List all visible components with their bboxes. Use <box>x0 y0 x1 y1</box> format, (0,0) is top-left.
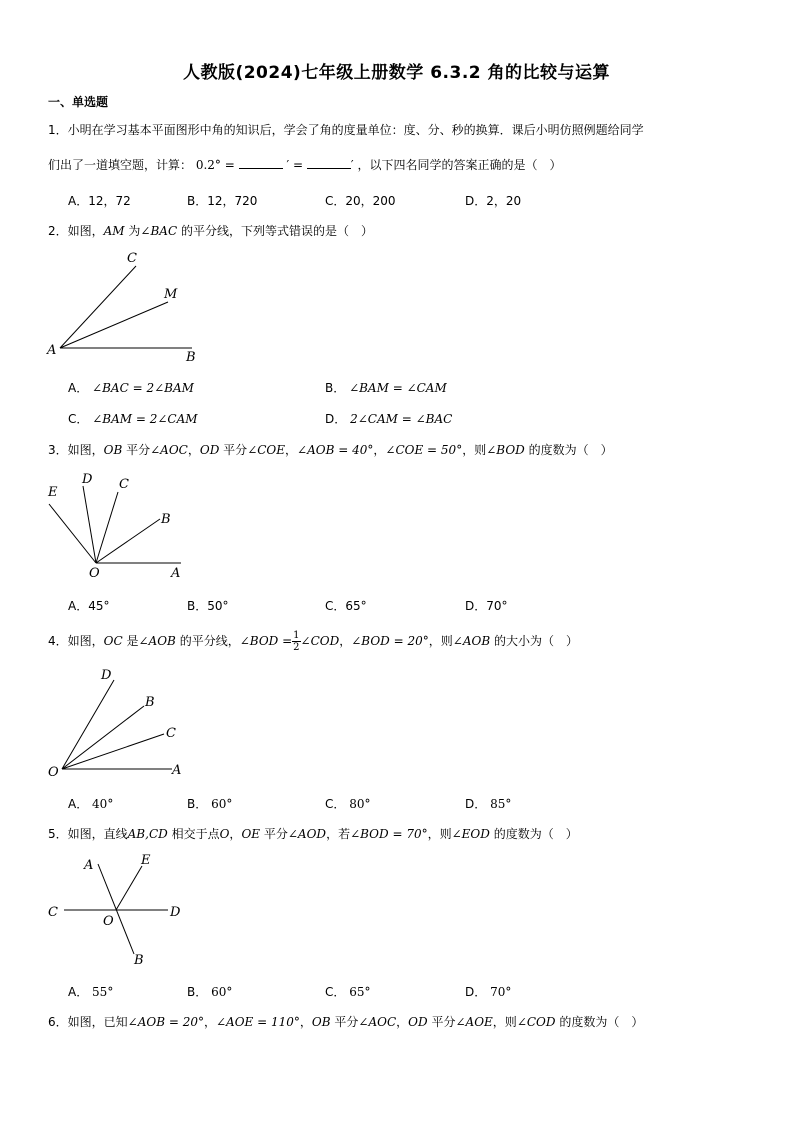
q3-ray-oc <box>96 492 118 563</box>
q2-stem <box>48 222 373 239</box>
q5-figure <box>44 850 194 970</box>
q2-option-d: D． 2∠CAM = ∠BAC <box>325 412 453 426</box>
q4-option-a: A． 40° <box>68 797 114 811</box>
q6-stem: 6．如图，已知∠AOB = 20°，∠AOE = 110°，OB 平分∠AOC，OD 平分∠AOE，则∠COD 的度数为（ ） <box>48 1015 644 1029</box>
q2-label-a: A <box>47 343 57 358</box>
q3-stem: 3．如图，OB 平分∠AOC，OD 平分∠COE，∠AOB = 40°，∠COE = 50°，则∠BOD 的度数为（ ） <box>48 443 613 457</box>
section-heading: 一、单选题 <box>48 95 109 109</box>
page-title: 人教版(2024)七年级上册数学 6.3.2 角的比较与运算 <box>182 63 611 83</box>
q2-am: AM <box>103 224 125 238</box>
q5-option-a: A． 55° <box>68 985 114 999</box>
q4-ray-ob <box>62 706 144 769</box>
q2-option-a: A． ∠BAC = 2∠BAM <box>68 381 194 395</box>
q3-label-c: C <box>119 477 129 492</box>
q1-option-c: C．20，200 <box>325 194 396 208</box>
q1-line2-suffix: ，以下四名同学的答案正确的是（ ） <box>357 158 562 172</box>
q1-line2-prefix: 们出了一道填空题，计算： <box>48 158 193 172</box>
q1-line1: 1．小明在学习基本平面图形中角的知识后，学会了角的度量单位：度、分、秒的换算．课后小明仿照例题给同学 <box>48 123 644 137</box>
q5-option-b: B． 60° <box>187 985 233 999</box>
q3-option-b: B．50° <box>187 599 229 613</box>
q4-option-d: D． 85° <box>465 797 512 811</box>
q4-label-o: O <box>48 765 59 780</box>
q2-option-b: B． ∠BAM = ∠CAM <box>325 381 447 395</box>
q5-stem: 5．如图，直线AB,CD 相交于点O，OE 平分∠AOD，若∠BOD = 70°，则∠EOD 的度数为（ ） <box>48 827 578 841</box>
q5-label-b: B <box>134 953 144 968</box>
q1-option-d: D．2，20 <box>465 194 522 208</box>
q4-ray-oc <box>62 734 164 769</box>
q1-option-a: A．12，72 <box>68 194 131 208</box>
q3-label-o: O <box>89 566 100 581</box>
q4-label-a: A <box>172 763 182 778</box>
q1-eq2: ′ <box>350 158 354 172</box>
q2-label-c: C <box>127 251 137 266</box>
q4-stem: 4．如图，OC 是∠AOB 的平分线，∠BOD = $\frac{1}{2}$ ∠COD，∠BOD = 20°，则∠AOB 的大小为（ ） <box>48 630 578 653</box>
q2-label-b: B <box>186 350 196 365</box>
q1-blank-2 <box>307 157 351 169</box>
q4-fraction: $\frac{1}{2}$ <box>293 630 300 653</box>
q1-line2 <box>48 156 561 173</box>
q5-label-c: C <box>48 905 58 920</box>
q2-stem-suffix: 的平分线，下列等式错误的是（ ） <box>177 224 373 238</box>
q3-ray-oe <box>49 504 96 563</box>
q3-option-a: A．45° <box>68 599 110 613</box>
q4-option-b: B． 60° <box>187 797 233 811</box>
q2-ray-ac <box>60 266 136 348</box>
q5-label-e: E <box>141 853 151 868</box>
q4-figure <box>44 664 194 784</box>
q2-option-c: C． ∠BAM = 2∠CAM <box>68 412 198 426</box>
q2-stem-prefix: 2．如图， <box>48 224 104 238</box>
q4-option-c: C． 80° <box>325 797 371 811</box>
q5-option-c: C． 65° <box>325 985 371 999</box>
q1-option-b: B．12，720 <box>187 194 258 208</box>
q5-label-o: O <box>103 914 114 929</box>
q5-label-a: A <box>84 858 94 873</box>
q1-blank-1 <box>239 157 283 169</box>
q3-ray-od <box>83 486 96 563</box>
q5-label-d: D <box>170 905 181 920</box>
q2-stem-mid: 为 <box>124 224 141 238</box>
q3-ray-ob <box>96 519 160 563</box>
q3-label-e: E <box>48 485 58 500</box>
q1-expr-start: 0.2° = <box>195 158 235 172</box>
q4-label-d: D <box>101 668 112 683</box>
q3-label-a: A <box>171 566 181 581</box>
q3-option-d: D．70° <box>465 599 508 613</box>
q3-label-d: D <box>82 472 93 487</box>
q2-angle: ∠BAC <box>140 224 178 238</box>
q2-label-m: M <box>164 287 178 302</box>
q3-label-b: B <box>161 512 171 527</box>
q3-option-c: C．65° <box>325 599 367 613</box>
q4-label-c: C <box>166 726 176 741</box>
q5-line-ab <box>98 864 134 954</box>
q2-ray-am <box>60 302 168 348</box>
q5-option-d: D． 70° <box>465 985 512 999</box>
q3-figure <box>44 466 194 582</box>
q1-eq1: ′ = <box>286 158 304 172</box>
q4-label-b: B <box>145 695 155 710</box>
q2-figure <box>44 246 214 366</box>
q5-ray-oe <box>116 866 142 910</box>
q4-ray-od <box>62 680 114 769</box>
